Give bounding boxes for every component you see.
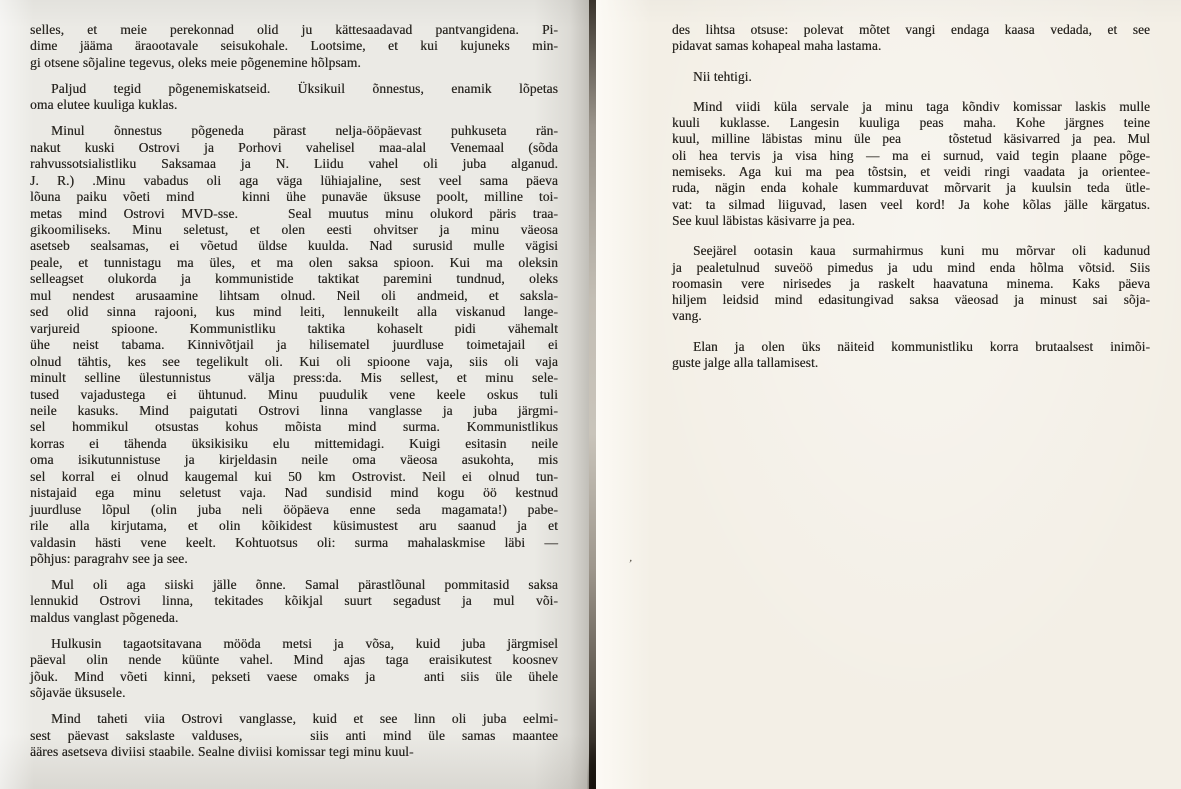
text-line: metas mind Ostrovi MVD-sse. Seal muutus minu olukord päris traa- — [30, 205, 558, 221]
text-line: Mind taheti viia Ostrovi vanglasse, kuid et see linn oli juba eelmi- — [51, 711, 558, 727]
text-line: oma elutee kuuliga kuklas. — [30, 97, 178, 113]
text-line: J. R.) .Minu vabadus oli aga väga lühiajaline, sest veel sama päeva — [30, 172, 558, 188]
text-line: Hulkusin tagaotsitavana mööda metsi ja võsa, kuid juba järgmisel — [51, 635, 558, 651]
text-line: selles, et meie perekonnad olid ju kättesaadavad pantvangidena. Pi- — [30, 22, 558, 37]
text-line: Minul õnnestus põgeneda pärast nelja-ööpäevast puhkuseta rän- — [51, 123, 558, 139]
text-line: valdasin hästi vene keelt. Kohtuotsus oli: surma mahalaskmise läbi — — [30, 534, 558, 550]
paragraph — [672, 99, 1150, 229]
text-line: oma isikutunnistuse ja kirjeldasin neile oma väeosa asukohta, mis — [30, 452, 558, 468]
text-line: dime jääma äraootavale seisukohale. Lootsime, et kui kujuneks min- — [30, 38, 558, 54]
paragraph — [672, 339, 1150, 372]
text-line: maldus vanglast põgeneda. — [30, 609, 179, 625]
text-line: See kuul läbistas käsivarre ja pea. — [672, 212, 855, 228]
text-line: asetseb sealsamas, ei võetud üldse kuulda. Nad surusid mulle vägisi — [30, 238, 558, 254]
text-line: nemiseks. Aga kui ma pea tõstsin, et veidi ringi vaadata ja orientee- — [672, 164, 1150, 180]
text-line: varjureid spioone. Kommunistliku taktika kohaselt pidi vähemalt — [30, 320, 558, 336]
text-line: Mul oli aga siiski jälle õnne. Samal pärastlõunal pommitasid saksa — [51, 577, 558, 592]
text-line: juurdluse lõpul (olin juba neli ööpäeva enne seda magamata!) pabe- — [30, 501, 558, 517]
text-line: päeval olin nende küünte vahel. Mind ajas taga eraisikutest koosnev — [30, 652, 558, 668]
paragraph — [672, 69, 1150, 85]
right-page — [596, 0, 1181, 789]
paragraph — [30, 577, 558, 626]
left-page-text — [30, 22, 558, 770]
text-line: ääres asetseva diviisi staabile. Sealne diviisi komissar tegi minu kuul- — [30, 744, 414, 760]
text-line: Mind viidi küla servale ja minu taga kõndiv komissar laskis mulle — [693, 98, 1150, 114]
text-line: sõjaväe üksusele. — [30, 685, 126, 701]
text-line: rahvussotsialistliku Saksamaa ja N. Liidu vahel oli juba alganud. — [30, 156, 558, 172]
text-line: sel korral ei olnud kaugemal kui 50 km Ostrovist. Neil ei olnud tun- — [30, 468, 558, 484]
text-line: põhjus: paragrahv see ja see. — [30, 551, 188, 567]
text-line: vang. — [672, 308, 702, 324]
book-gutter-shadow — [589, 0, 596, 789]
text-line: ja pealetulnud suveöö pimedus ja udu mind enda hõlma võtsid. Siis — [672, 259, 1150, 275]
paragraph — [30, 711, 558, 760]
text-line: Nii tehtigi. — [693, 68, 752, 84]
text-line: gikoomiliseks. Minu seletust, et olen eesti ohvitser ja minu väeosa — [30, 221, 558, 237]
text-line: korras ei tähenda üksikisiku elu mittemidagi. Kuigi esitasin neile — [30, 435, 558, 451]
text-line: des lihtsa otsuse: polevat mõtet vangi endaga kaasa vedada, et see — [672, 22, 1150, 37]
text-line: lõuna paiku võeti mind kinni ühe punaväe üksuse poolt, milline toi- — [30, 189, 558, 205]
paragraph — [30, 22, 558, 71]
paragraph — [672, 22, 1150, 55]
text-line: rile alla kirjutama, et olin kõikidest küsimustest aru saanud ja et — [30, 518, 558, 534]
text-line: Seejärel ootasin kaua surmahirmus kuni mu mõrvar oli kadunud — [693, 243, 1150, 259]
text-line: mul nendest arusaamine lihtsam olnud. Neil oli andmeid, et saksla- — [30, 287, 558, 303]
text-line: nistajaid ega minu seletust vaja. Nad sundisid mind kogu öö kestnud — [30, 485, 558, 501]
text-line: neile kasuks. Mind paigutati Ostrovi linna vanglasse ja juba järgmi- — [30, 402, 558, 418]
text-line: olnud tähtis, kes see tegelikult oli. Kui oli spioone vaja, siis oli vaja — [30, 353, 558, 369]
text-line: kuul, milline läbistas minu üle pea tõstetud käsivarred ja pea. Mul — [672, 131, 1150, 147]
text-line: roomasin vere nirisedes ja raskelt haavatuna minema. Kaks päeva — [672, 275, 1150, 291]
text-line: selleagset olukorda ja kommunistide taktikat paremini tundnud, oleks — [30, 271, 558, 287]
text-line: oli hea tervis ja visa hing — ma ei surnud, vaid tegin plaane põge- — [672, 147, 1150, 163]
text-line: Elan ja olen üks näiteid kommunistliku korra brutaalsest inimõi- — [693, 338, 1150, 354]
text-line: lennukid Ostrovi linna, tekitades kõikjal suurt segadust ja mul või- — [30, 593, 558, 609]
paragraph — [672, 243, 1150, 324]
text-line: pidavat samas kohapeal maha lastama. — [672, 38, 882, 54]
text-line: kuuli kuklasse. Langesin kuuliga peas maha. Kohe järgnes teine — [672, 115, 1150, 131]
text-line: vat: ta silmad liiguvad, lasen veel kord! Ja kohe kõlas jälle kärgatus. — [672, 196, 1150, 212]
text-line: sest päevast sakslaste valduses, siis anti mind üle samas maantee — [30, 727, 558, 743]
text-line: ruda, nägin enda kohale kummarduvat mõrvarit ja kuulsin teda ütle- — [672, 180, 1150, 196]
text-line: hiljem leidsid mind edasitungivad saksa väeosad ja minust sai sõja- — [672, 292, 1150, 308]
text-line: minult selline ülestunnistus välja press:da. Mis sellest, et minu sele- — [30, 370, 558, 386]
text-line: jõuk. Mind võeti kinni, pekseti vaese omaks ja anti siis üle ühele — [30, 668, 558, 684]
paragraph — [30, 123, 558, 567]
text-line: ühe neist tabama. Kinnivõtjail ja hilisematel juurdluse toimetajail ei — [30, 337, 558, 353]
right-page-text — [672, 22, 1150, 385]
text-line: gi otsene sõjaline tegevus, oleks meie põgenemine hõlpsam. — [30, 54, 361, 70]
text-line: nakut kuski Ostrovi ja Porhovi vahelisel maa-alal Venemaal (sõda — [30, 139, 558, 155]
paragraph — [30, 636, 558, 702]
ink-speck: , — [628, 551, 634, 565]
text-line: peale, et tunnistagu ma üles, et ma olen saksa spioon. Kui ma oleksin — [30, 254, 558, 270]
text-line: guste jalge alla tallamisest. — [672, 355, 819, 371]
text-line: Paljud tegid põgenemiskatseid. Üksikuil õnnestus, enamik lõpetas — [51, 80, 558, 96]
paragraph — [30, 81, 558, 114]
text-line: sed olid sinna rajooni, kus mind leiti, lennukeilt alla viskanud lange- — [30, 304, 558, 320]
text-line: sel hommikul otsustas kohus mõista mind surma. Kommunistlikus — [30, 419, 558, 435]
text-line: tused vajadustega ei ühtunud. Minu puudulik vene keele oskus tuli — [30, 386, 558, 402]
